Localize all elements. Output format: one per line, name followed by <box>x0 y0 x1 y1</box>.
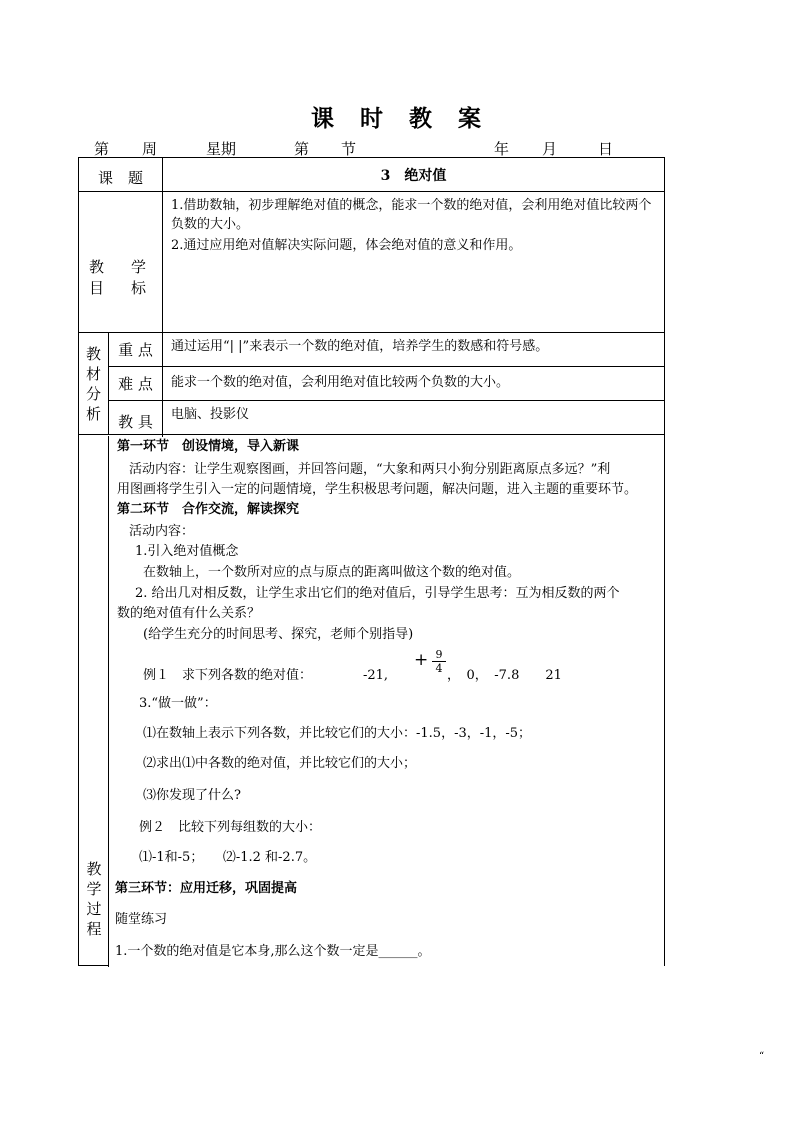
section3-text: 1.一个数的绝对值是它本身,那么这个数一定是______。 <box>115 944 431 959</box>
section2-text: 2. 给出几对相反数，让学生求出它们的绝对值后，引导学生思考：互为相反数的两个 <box>135 586 620 601</box>
example1-numerator: 9 <box>432 649 446 662</box>
section2-text: ⑶你发现了什么? <box>143 788 241 803</box>
header-section-prefix: 第 <box>294 140 310 158</box>
section1-text: 活动内容：让学生观察图画，并回答问题，“大象和两只小狗分别距离原点多远？”利 <box>129 462 611 477</box>
header-month: 月 <box>542 140 558 158</box>
example1-label: 例１ 求下列各数的绝对值： <box>143 668 313 683</box>
header-week-suffix: 周 <box>142 140 158 158</box>
section2-text: 3.“做一做”： <box>139 696 217 711</box>
example1-plus-sign: + <box>414 650 429 670</box>
header-section-suffix: 节 <box>341 140 357 158</box>
difficulty-value: 能求一个数的绝对值，会利用绝对值比较两个负数的大小。 <box>163 367 665 401</box>
example2-items: ⑴-1和-5； ⑵-1.2 和-2.7。 <box>139 850 317 865</box>
header-week-prefix: 第 <box>94 140 110 158</box>
example1-number: -21, <box>363 668 389 683</box>
topic-row <box>79 158 665 192</box>
analysis-row-tools <box>79 401 665 435</box>
header-weekday: 星期 <box>206 140 237 158</box>
section2-text: ⑵求出⑴中各数的绝对值，并比较它们的大小； <box>143 756 417 771</box>
analysis-row-key <box>79 333 665 367</box>
process-body <box>109 437 664 967</box>
topic-value: 3 绝对值 <box>163 158 665 192</box>
header-year: 年 <box>494 140 510 158</box>
topic-label: 课 题 <box>79 158 163 192</box>
goal-item: 1.借助数轴，初步理解绝对值的概念，能求一个数的绝对值，会利用绝对值比较两个负数的大小。 <box>171 198 652 232</box>
section2-text: (给学生充分的时间思考、探究，老师个别指导) <box>143 627 414 642</box>
analysis-label: 教 材 分 析 <box>79 333 109 435</box>
key-point-label: 重 点 <box>109 333 163 367</box>
difficulty-label: 难 点 <box>109 367 163 401</box>
section1-title: 第一环节 创设情境，导入新课 <box>117 439 300 454</box>
page-title: 课 时 教 案 <box>311 105 483 132</box>
analysis-row-difficulty <box>79 367 665 401</box>
section1-text: 用图画将学生引入一定的问题情境，学生积极思考问题，解决问题，进入主题的重要环节。 <box>117 482 638 497</box>
key-point-value: 通过运用“| |”来表示一个数的绝对值，培养学生的数感和符号感。 <box>163 333 665 367</box>
goals-row <box>79 192 665 333</box>
section2-text: 活动内容： <box>129 524 195 539</box>
process-label: 教 学 过 程 <box>86 860 102 938</box>
section2-title: 第二环节 合作交流，解读探究 <box>117 502 300 517</box>
section2-text: 数的绝对值有什么关系？ <box>117 606 261 621</box>
section2-text: ⑴在数轴上表示下列各数，并比较它们的大小：-1.5，-3，-1，-5； <box>143 726 532 741</box>
example1-numbers: ， 0， -7.8 21 <box>447 668 562 683</box>
goals-label: 教 学 目 标 <box>79 192 163 333</box>
goals-content <box>163 192 665 333</box>
header-day: 日 <box>598 140 614 158</box>
section2-text: 1.引入绝对值概念 <box>135 544 239 559</box>
footer-mark: “ <box>759 1051 765 1062</box>
goal-item: 2.通过应用绝对值解决实际问题，体会绝对值的意义和作用。 <box>171 238 522 253</box>
section3-title: 第三环节：应用迁移，巩固提高 <box>115 881 298 896</box>
example2-label: 例２ 比较下列每组数的大小： <box>139 820 322 835</box>
tools-label: 教 具 <box>109 401 163 435</box>
section2-text: 在数轴上，一个数所对应的点与原点的距离叫做这个数的绝对值。 <box>143 565 521 580</box>
tools-value: 电脑、投影仪 <box>163 401 665 435</box>
example1-denominator: 4 <box>435 662 443 675</box>
section3-text: 随堂练习 <box>115 912 168 927</box>
